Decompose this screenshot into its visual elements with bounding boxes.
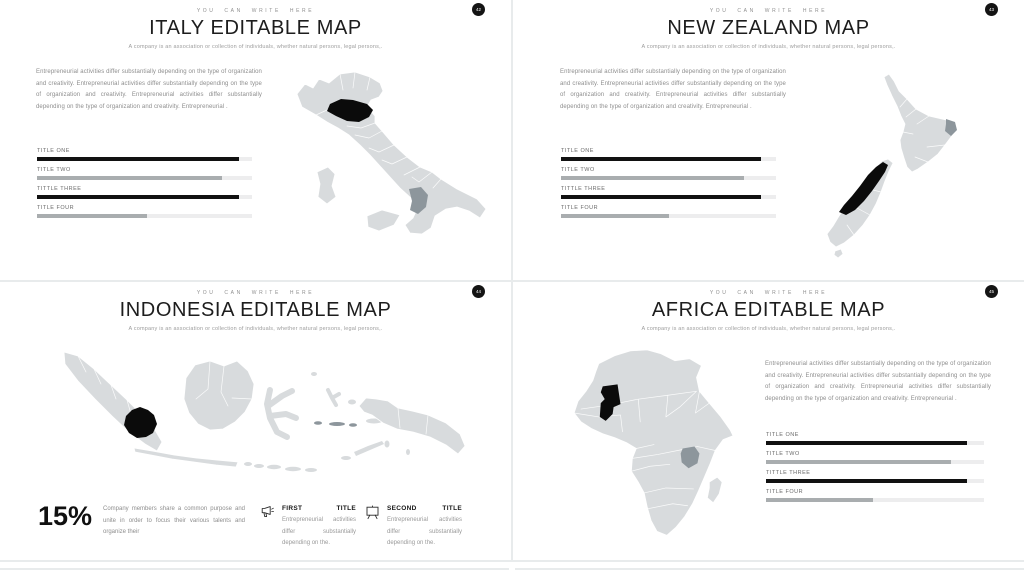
bar-track [561, 214, 776, 218]
progress-bar-list [37, 148, 252, 224]
slide-title: ITALY EDITABLE MAP [149, 17, 362, 39]
feature-item-first [260, 503, 356, 550]
feature-text [387, 503, 462, 550]
progress-row [37, 167, 252, 180]
progress-row [561, 148, 776, 161]
bar-fill [37, 195, 239, 199]
slide-title: AFRICA EDITABLE MAP [651, 299, 886, 321]
bar-label: TITLE TWO [561, 167, 595, 173]
bar-label: TITLE FOUR [561, 205, 599, 211]
horizontal-gutter [0, 280, 1024, 282]
bar-label: TITLE ONE [37, 148, 70, 154]
bar-label: TITLE ONE [561, 148, 594, 154]
progress-row [766, 451, 984, 464]
italy-map [283, 60, 495, 260]
bar-fill [766, 479, 967, 483]
slide-card-new-zealand[interactable] [513, 0, 1024, 280]
bar-track [561, 176, 776, 180]
slide-number-badge: 43 [985, 3, 998, 16]
bar-track [561, 195, 776, 199]
slide-kicker: YOU CAN WRITE HERE [709, 290, 828, 296]
feature-item-second [365, 503, 462, 550]
bar-label: TITLE FOUR [37, 205, 75, 211]
bar-fill [37, 157, 239, 161]
progress-row [561, 186, 776, 199]
bar-track [766, 498, 984, 502]
slide-kicker: YOU CAN WRITE HERE [709, 8, 828, 14]
bar-track [561, 157, 776, 161]
bar-track [766, 441, 984, 445]
slide-kicker: YOU CAN WRITE HERE [196, 290, 315, 296]
africa-map [548, 338, 768, 560]
new-zealand-map [805, 62, 1017, 270]
bar-track [766, 479, 984, 483]
bar-fill [561, 157, 761, 161]
bar-track [37, 214, 252, 218]
bar-label: TITLE TWO [766, 451, 800, 457]
megaphone-icon [260, 505, 275, 520]
slide-kicker: YOU CAN WRITE HERE [196, 8, 315, 14]
bar-label: TITTLE THREE [766, 470, 811, 476]
bar-label: TITTLE THREE [561, 186, 606, 192]
bar-fill [37, 214, 147, 218]
bar-track [37, 157, 252, 161]
progress-bar-list [766, 432, 984, 508]
slide-title: INDONESIA EDITABLE MAP [119, 299, 392, 321]
progress-row [766, 470, 984, 483]
bar-track [37, 176, 252, 180]
stat-description: Company members share a common purpose and unite in order to focus their various talents and organize their [103, 506, 245, 536]
body-paragraph: Entrepreneurial activities differ substantially depending on the type of organization and creativity. Entrepreneurial activities differ substantially depending on the type of organization and creativity. Entrepreneurial activities differ substantially depending on the type of organization and creativity. Entrepreneurial . [36, 69, 262, 111]
progress-row [37, 205, 252, 218]
bar-fill [766, 441, 967, 445]
slide-subtitle: A company is an association or collection of individuals, whether natural persons, legal persons,. [128, 44, 383, 50]
feature-description: Entrepreneurial activities differ substantially depending on the. [282, 517, 356, 547]
bar-fill [561, 195, 761, 199]
bar-fill [766, 460, 951, 464]
slide-card-africa[interactable] [513, 282, 1024, 560]
progress-row [37, 186, 252, 199]
slide-subtitle: A company is an association or collection of individuals, whether natural persons, legal persons,. [641, 44, 896, 50]
progress-row [561, 167, 776, 180]
bar-label: TITLE FOUR [766, 489, 804, 495]
body-paragraph: Entrepreneurial activities differ substantially depending on the type of organization and creativity. Entrepreneurial activities differ substantially depending on the type of organization and creativity. Entrepreneurial activities differ substantially depending on the type of organization and creativity. Entrepreneurial . [560, 69, 786, 111]
stat-percentage: 15% [38, 501, 93, 531]
bar-track [37, 195, 252, 199]
presentation-board-icon [365, 505, 380, 520]
slide-card-indonesia[interactable] [0, 282, 511, 560]
progress-row [561, 205, 776, 218]
bar-track [766, 460, 984, 464]
body-paragraph: Entrepreneurial activities differ substantially depending on the type of organization and creativity. Entrepreneurial activities differ substantially depending on the type of organization and creativity. Entrepreneurial activities differ substantially depending on the type of organization and creativity. Entrepreneurial . [765, 361, 991, 403]
bar-fill [561, 176, 744, 180]
next-row-top-edge-left [0, 568, 509, 570]
bar-label: TITLE ONE [766, 432, 799, 438]
slide-number-badge: 44 [472, 285, 485, 298]
slide-title: NEW ZEALAND MAP [667, 17, 870, 39]
indonesia-map [56, 344, 508, 492]
bar-fill [561, 214, 669, 218]
bar-fill [37, 176, 222, 180]
slide-number-badge: 45 [985, 285, 998, 298]
progress-bar-list [561, 148, 776, 224]
row-bottom-edge [0, 560, 1024, 562]
progress-row [766, 432, 984, 445]
bar-fill [766, 498, 873, 502]
progress-row [766, 489, 984, 502]
feature-text [282, 503, 356, 550]
progress-row [37, 148, 252, 161]
next-row-top-edge-right [515, 568, 1024, 570]
slide-number-badge: 42 [472, 3, 485, 16]
bar-label: TITTLE THREE [37, 186, 82, 192]
feature-title: FIRST TITLE [282, 505, 356, 512]
slide-card-italy[interactable] [0, 0, 511, 280]
slide-subtitle: A company is an association or collection of individuals, whether natural persons, legal persons,. [641, 326, 896, 332]
slide-subtitle: A company is an association or collection of individuals, whether natural persons, legal persons,. [128, 326, 383, 332]
feature-title: SECOND TITLE [387, 505, 462, 512]
bar-label: TITLE TWO [37, 167, 71, 173]
feature-description: Entrepreneurial activities differ substantially depending on the. [387, 517, 462, 547]
